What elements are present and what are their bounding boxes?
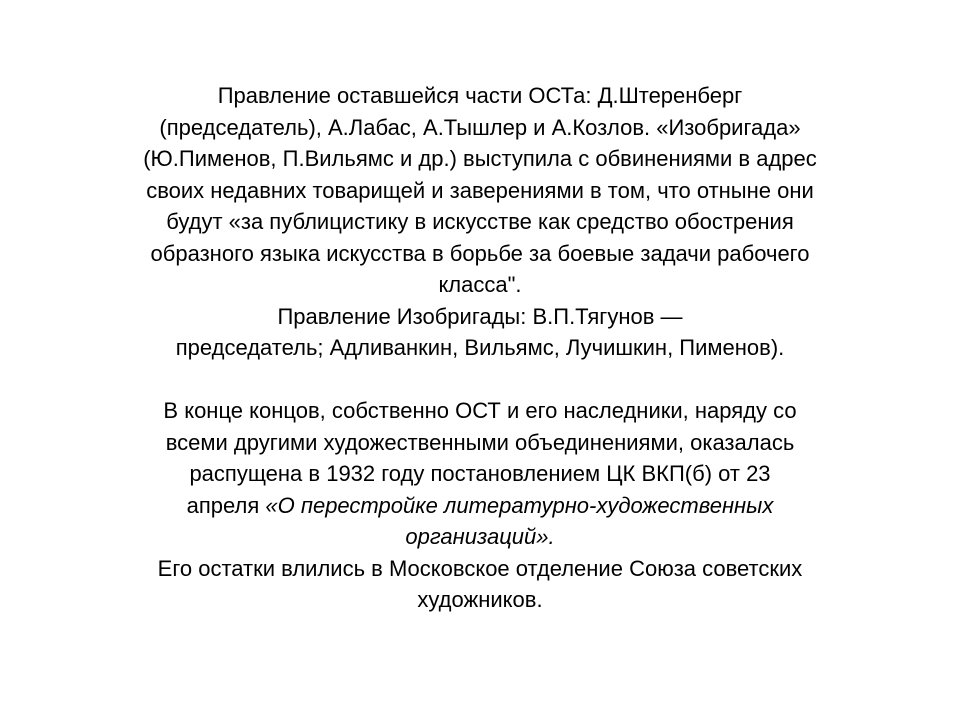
text-line: будут «за публицистику в искусстве как средство обострения [166,209,794,234]
text-line: председатель; Адливанкин, Вильямс, Лучишкин, Пименов). [175,335,785,360]
decree-title-quote: организаций». [405,524,555,549]
text-line: распущена в 1932 году постановлением ЦК ВКП(б) от 23 [189,461,771,486]
text-line [60,490,900,522]
paragraph-dissolution [60,395,900,553]
slide-text-block [60,80,900,616]
text-line: Правление Изобригады: В.П.Тягунов — [277,303,683,329]
decree-title-quote: «О перестройке литературно-художественных [265,492,774,518]
text-segment: апреля [186,492,266,518]
text-line: Его остатки влились в Московское отделение Союза советских [157,555,803,581]
text-line: своих недавних товарищей и заверениями в том, что отныне они [146,177,814,203]
paragraph-ost-board [60,80,900,301]
text-line: Правление оставшейся части ОСТа: Д.Штеренберг [217,83,743,108]
text-line: образного языка искусства в борьбе за боевые задачи рабочего [150,240,810,266]
paragraph-izobrigada-board [60,301,900,364]
text-line: В конце концов, собственно ОСТ и его наследники, наряду со [163,398,797,423]
text-line: класса". [438,272,522,297]
text-line: (Ю.Пименов, П.Вильямс и др.) выступила с обвинениями в адрес [143,146,817,171]
text-line: художников. [417,587,543,612]
paragraph-spacer [60,364,900,396]
text-line: (председатель), А.Лабас, А.Тышлер и А.Козлов. «Изобригада» [159,114,801,140]
paragraph-remnants [60,553,900,616]
text-line: всеми другими художественными объединениями, оказалась [165,429,795,455]
